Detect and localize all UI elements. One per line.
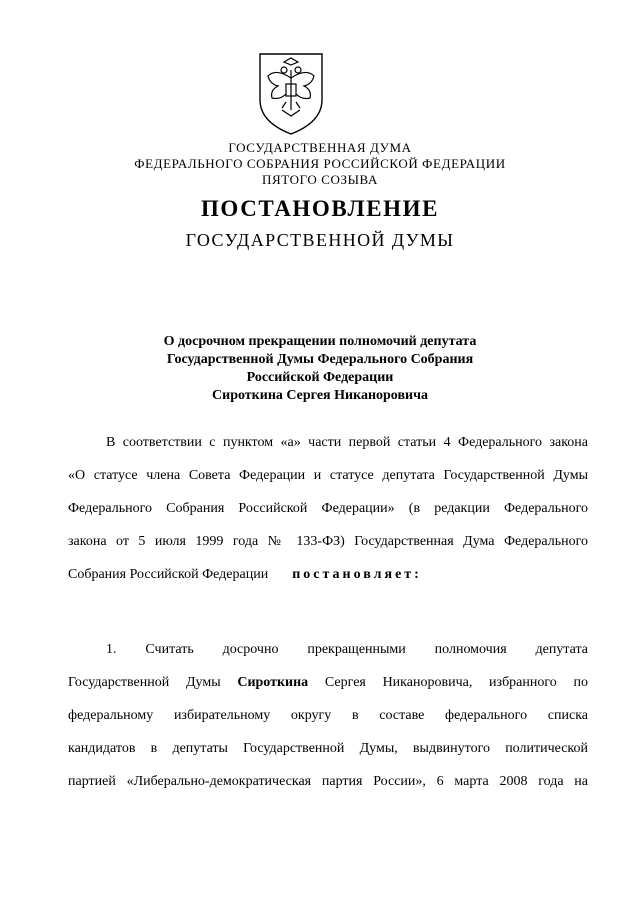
- item1-line-4: кандидатов в депутаты Государственной Думы, выдвинутого политической: [68, 741, 588, 756]
- header-line-1: ГОСУДАРСТВЕННАЯ ДУМА: [228, 140, 412, 155]
- item1-line-2-after: Сергея Никаноровича, избранного по: [308, 675, 588, 690]
- item1-line-2-before: Государственной Думы: [68, 675, 238, 690]
- item1-line-3: федеральному избирательному округу в составе федерального списка: [68, 708, 588, 723]
- preamble-paragraph: [68, 426, 588, 591]
- item1-line-2: [68, 666, 588, 699]
- preamble-line-5-text: Собрания Российской Федерации: [68, 567, 269, 582]
- subject-line-1: О досрочном прекращении полномочий депутата: [163, 334, 477, 349]
- header-line-2: ФЕДЕРАЛЬНОГО СОБРАНИЯ РОССИЙСКОЙ ФЕДЕРАЦИИ: [134, 156, 506, 171]
- preamble-line-5: [68, 558, 588, 591]
- document-subject: [0, 333, 640, 405]
- item-1-paragraph: [68, 633, 588, 798]
- subject-line-2: Государственной Думы Федерального Собрания: [166, 352, 474, 367]
- deputy-surname: Сироткина: [237, 675, 309, 690]
- subject-line-4: Сироткина Сергея Никаноровича: [212, 388, 428, 403]
- preamble-line-1: В соответствии с пунктом «а» части первой статьи 4 Федерального закона: [106, 435, 588, 450]
- subject-line-3: Российской Федерации: [246, 370, 394, 385]
- preamble-line-2: «О статусе члена Совета Федерации и статусе депутата Государственной Думы: [68, 468, 588, 483]
- preamble-line-4: закона от 5 июля 1999 года № 133-ФЗ) Государственная Дума Федерального: [68, 534, 588, 549]
- coat-of-arms-emblem: [256, 50, 326, 136]
- header-line-3: ПЯТОГО СОЗЫВА: [262, 172, 378, 187]
- document-title: ПОСТАНОВЛЕНИЕ: [200, 196, 440, 221]
- preamble-line-3: Федерального Собрания Российской Федерации» (в редакции Федерального: [68, 501, 588, 516]
- resolves-word: постановляет:: [292, 567, 422, 582]
- document-subtitle: ГОСУДАРСТВЕННОЙ ДУМЫ: [185, 230, 455, 250]
- item1-line-1: 1. Считать досрочно прекращенными полномочия депутата: [106, 642, 588, 657]
- item1-line-5: партией «Либерально-демократическая партия России», 6 марта 2008 года на: [68, 774, 588, 789]
